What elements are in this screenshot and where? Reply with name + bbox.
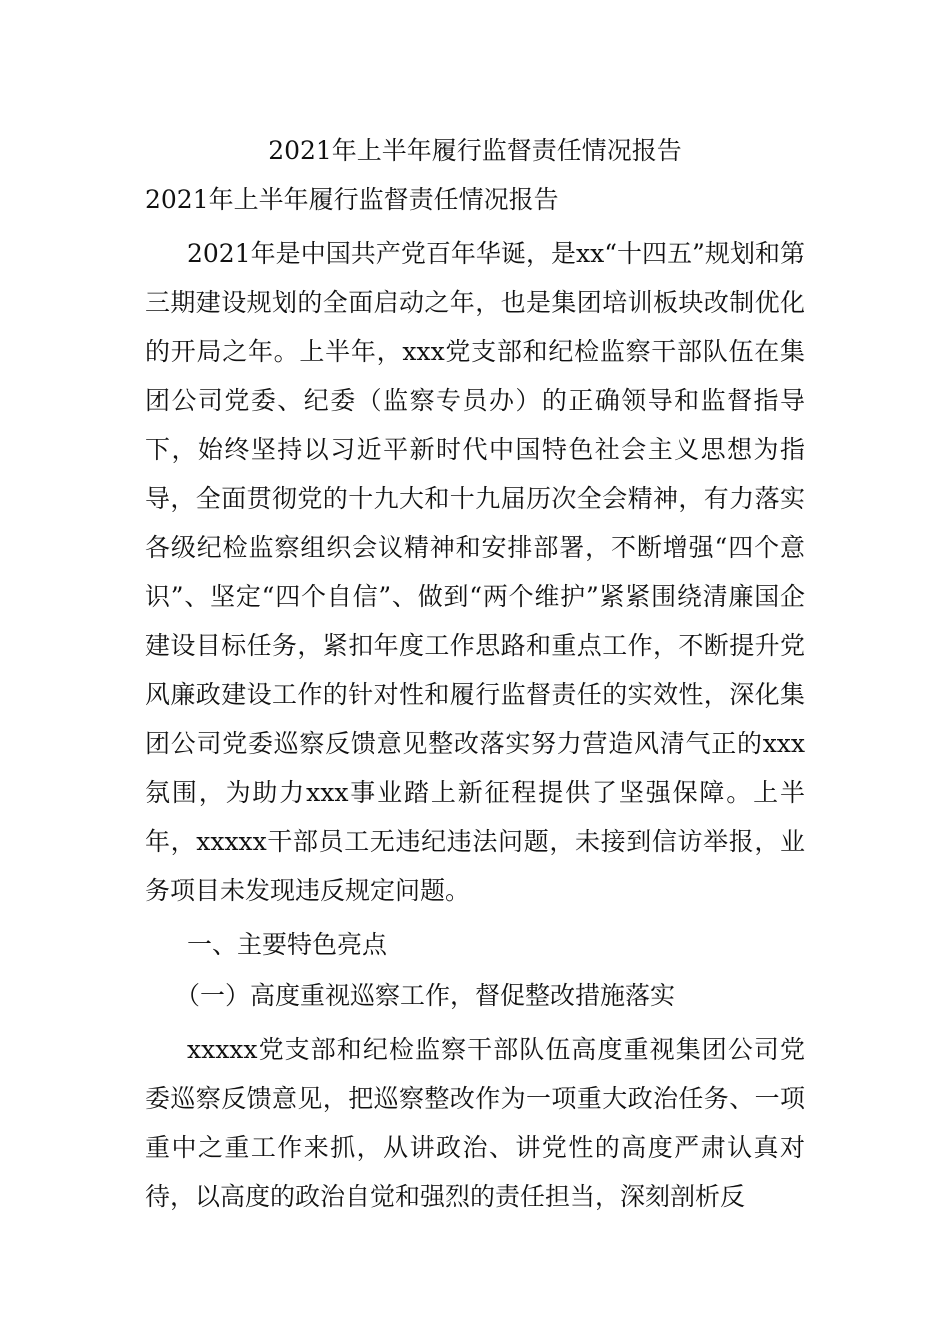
body-paragraph-intro: 2021年是中国共产党百年华诞，是xx“十四五”规划和第三期建设规划的全面启动之年，也是集团培训板块改制优化的开局之年。上半年，xxx党支部和纪检监察干部队伍在集团公司党委、纪委（监察专员办）的正确领导和监督指导下，始终坚持以习近平新时代中国特色社会主义思想为指导，全面贯彻党的十九大和十九届历次全会精神，有力落实各级纪检监察组织会议精神和安排部署，不断增强“四个意识”、坚定“四个自信”、做到“两个维护”紧紧围绕清廉国企建设目标任务，紧扣年度工作思路和重点工作，不断提升党风廉政建设工作的针对性和履行监督责任的实效性，深化集团公司党委巡察反馈意见整改落实努力营造风清气正的xxx氛围，为助力xxx事业踏上新征程提供了坚强保障。上半年，xxxxx干部员工无违纪违法问题，未接到信访举报，业务项目未发现违反规定问题。 bbox=[145, 239, 805, 905]
document-title: 2021年上半年履行监督责任情况报告 bbox=[268, 136, 682, 165]
document-subtitle: 2021年上半年履行监督责任情况报告 bbox=[145, 185, 559, 214]
subsection-heading: （一）高度重视巡察工作，督促整改措施落实 bbox=[175, 981, 676, 1010]
body-paragraph-section: xxxxx党支部和纪检监察干部队伍高度重视集团公司党委巡察反馈意见，把巡察整改作为一项重大政治任务、一项重中之重工作来抓，从讲政治、讲党性的高度严肃认真对待，以高度的政治自觉和强烈的责任担当，深刻剖析反 bbox=[145, 1035, 805, 1211]
section-heading: 一、主要特色亮点 bbox=[187, 930, 388, 959]
